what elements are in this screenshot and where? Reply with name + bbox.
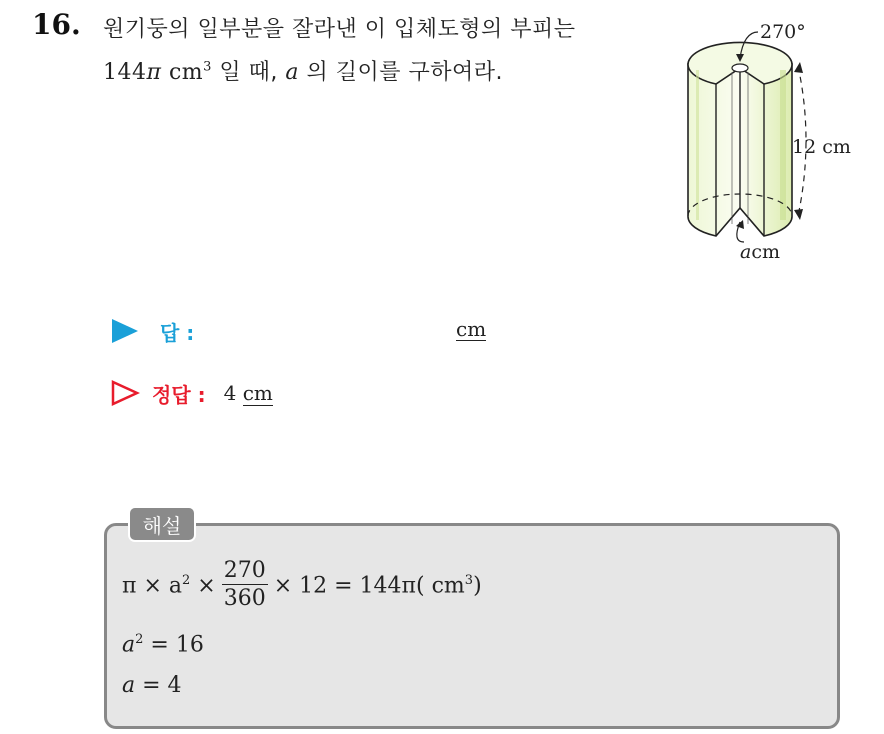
solution-equation-2	[122, 632, 204, 657]
correct-answer-number: 4	[223, 381, 237, 405]
eq1-close: )	[473, 573, 482, 599]
eq3-rest: = 4	[135, 673, 182, 698]
eq1-left: π × a	[122, 573, 182, 599]
height-label: 12 cm	[792, 136, 851, 158]
outline-triangle-icon	[110, 378, 140, 408]
correct-answer-row	[110, 375, 273, 411]
question-text-line2	[103, 55, 503, 86]
eq1-exp: 2	[182, 572, 191, 588]
svg-text:acm	[740, 241, 780, 263]
question-var: a	[285, 60, 300, 85]
fraction-denominator: 360	[223, 586, 266, 611]
eq1-right-exp: 3	[464, 572, 474, 588]
eq3-var: a	[122, 673, 136, 698]
eq2-var: a	[122, 632, 136, 658]
angle-marker	[732, 64, 748, 72]
cylinder-figure	[672, 10, 872, 270]
eq1-times: ×	[190, 573, 216, 599]
question-mid: 일 때,	[211, 60, 286, 85]
question-text-line1: 원기둥의 일부분을 잘라낸 이 입체도형의 부피는	[103, 17, 576, 42]
volume-value: 144	[103, 60, 147, 85]
question-number: 16.	[32, 8, 81, 41]
question-end: 의 길이를 구하여라.	[299, 60, 504, 85]
correct-answer-unit: cm	[242, 381, 273, 405]
volume-unit-exp: 3	[203, 59, 212, 75]
eq1-right: × 12 = 144π( cm	[273, 573, 465, 599]
radius-unit: cm	[751, 241, 780, 263]
solution-tag: 해설	[128, 506, 196, 542]
angle-label: 270°	[760, 21, 806, 43]
correct-answer-value	[224, 381, 273, 405]
answer-blank-row	[110, 313, 194, 349]
fraction	[222, 558, 268, 613]
eq2-exp: 2	[135, 632, 144, 647]
solution-equation-1	[122, 558, 482, 613]
solution-box	[104, 523, 840, 729]
play-triangle-icon	[110, 316, 140, 346]
fraction-numerator: 270	[223, 558, 266, 583]
correct-answer-label: 정답 :	[152, 382, 206, 407]
solution-equation-3	[122, 673, 182, 698]
pi-symbol: π	[146, 60, 162, 85]
volume-unit: cm	[168, 60, 204, 85]
radius-var: a	[740, 241, 752, 263]
answer-blank-unit: cm	[456, 317, 487, 341]
eq2-rest: = 16	[143, 632, 204, 658]
answer-blank-label: 답 :	[160, 320, 195, 345]
